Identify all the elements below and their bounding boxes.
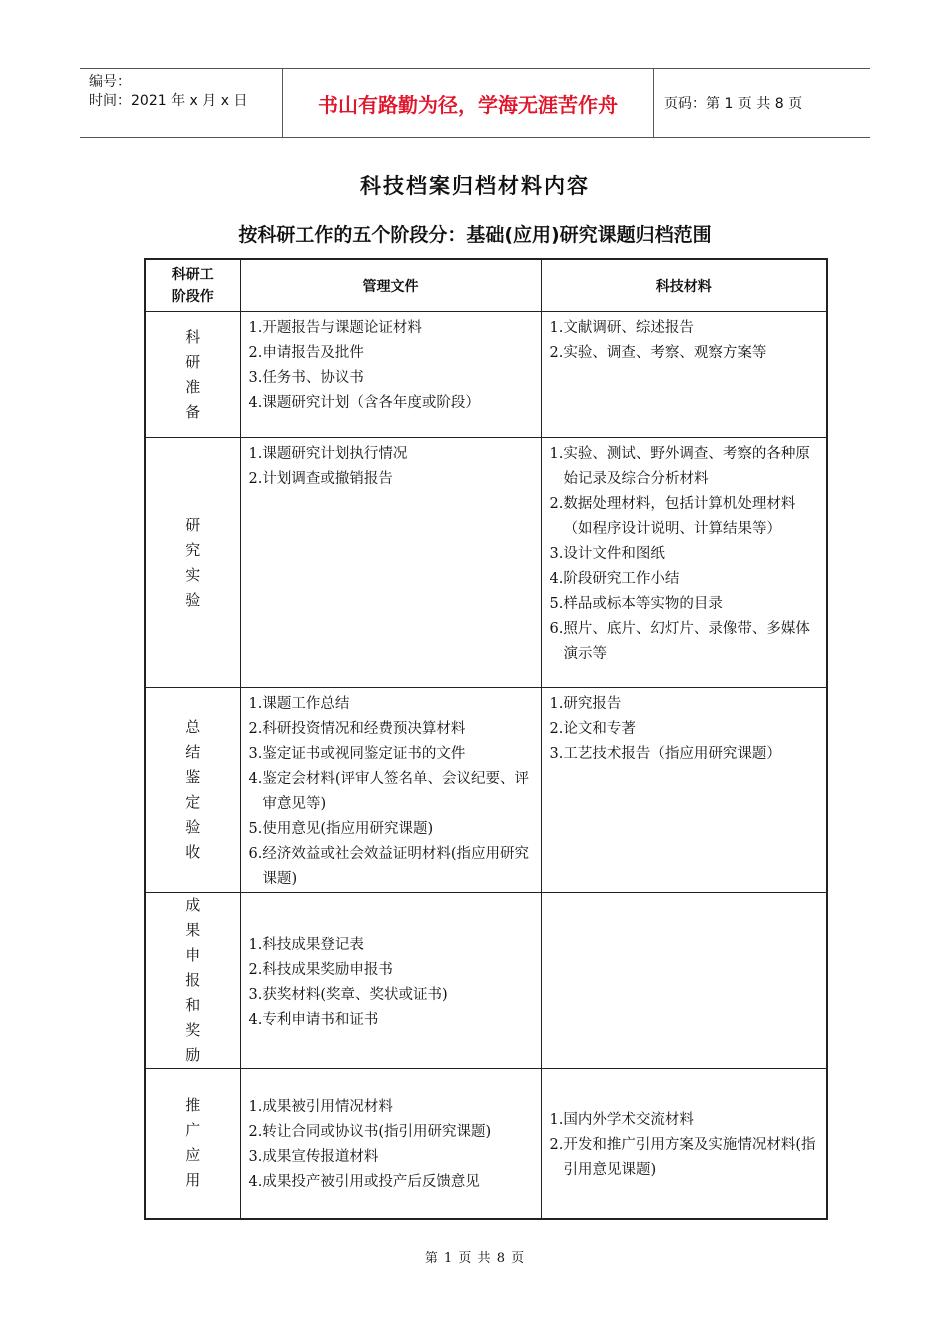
stage-cell (145, 1069, 240, 1219)
stage-char: 推 (185, 1096, 201, 1115)
time-label: 时间：2021 年 x 月 x 日 (89, 93, 248, 109)
list-item: 1.研究报告 (549, 696, 622, 712)
stage-char: 奖 (185, 1021, 201, 1039)
list-item: 3.鉴定证书或视同鉴定证书的文件 (248, 746, 466, 762)
stage-char: 实 (185, 565, 201, 584)
table-row (145, 1069, 827, 1219)
list-item: 5.样品或标本等实物的目录 (549, 596, 723, 612)
list-item: 5.使用意见(指应用研究课题) (248, 821, 434, 837)
list-item: 3.任务书、协议书 (248, 370, 364, 386)
management-column-header: 管理文件 (240, 259, 541, 312)
stage-cell (145, 312, 240, 438)
technical-list (542, 312, 827, 366)
list-item: 1.开题报告与课题论证材料 (248, 320, 422, 336)
management-list (241, 312, 541, 416)
list-item: 1.国内外学术交流材料 (549, 1111, 694, 1128)
table-row (145, 893, 827, 1069)
technical-list (542, 688, 827, 767)
stage-column-header (145, 259, 240, 312)
table-row (145, 312, 827, 438)
management-cell (240, 893, 541, 1069)
management-list (241, 929, 541, 1033)
stage-char: 应 (185, 1146, 201, 1165)
stage-char: 广 (185, 1121, 201, 1140)
list-item: 3.获奖材料(奖章、奖状或证书) (248, 986, 448, 1003)
list-item: 6.照片、底片、幻灯片、录像带、多媒体演示等 (549, 621, 810, 662)
archive-scope-table (144, 258, 828, 1220)
list-item: 1.课题研究计划执行情况 (248, 446, 408, 462)
technical-column-header: 科技材料 (541, 259, 827, 312)
stage-char: 成 (185, 896, 201, 914)
technical-list (542, 979, 827, 983)
stage-char: 果 (185, 921, 201, 939)
stage-cell (145, 893, 240, 1069)
document-subtitle: 按科研工作的五个阶段分：基础(应用)研究课题归档范围 (238, 224, 712, 246)
list-item: 4.专利申请书和证书 (248, 1011, 379, 1028)
management-list (241, 438, 541, 492)
stage-char: 定 (185, 793, 201, 811)
list-item: 2.数据处理材料，包括计算机处理材料（如程序设计说明、计算结果等） (549, 496, 796, 537)
header-page-code: 页码：第 1 页 共 8 页 (664, 96, 803, 112)
stage-char: 鉴 (185, 768, 201, 786)
management-cell (240, 1069, 541, 1219)
management-cell (240, 438, 541, 688)
stage-cell (145, 438, 240, 688)
technical-cell (541, 438, 827, 688)
stage-char: 结 (185, 743, 201, 761)
document-header (80, 68, 870, 138)
technical-list (542, 438, 827, 667)
stage-char: 研 (185, 515, 201, 534)
list-item: 3.设计文件和图纸 (549, 546, 665, 562)
technical-list (542, 1104, 827, 1183)
table-header-row (145, 259, 827, 312)
list-item: 2.实验、调查、考察、观察方案等 (549, 345, 767, 361)
list-item: 2.科技成果奖励申报书 (248, 961, 393, 978)
list-item: 1.课题工作总结 (248, 696, 350, 712)
technical-cell (541, 688, 827, 893)
stage-cell (145, 688, 240, 893)
document-title: 科技档案归档材料内容 (360, 174, 590, 198)
header-motto: 书山有路勤为径，学海无涯苦作舟 (282, 69, 654, 137)
list-item: 1.科技成果登记表 (248, 936, 364, 953)
stage-char: 收 (185, 843, 201, 861)
stage-char: 科 (185, 327, 201, 346)
stage-char: 申 (185, 946, 201, 964)
list-item: 2.申请报告及批件 (248, 345, 364, 361)
list-item: 1.实验、测试、野外调查、考察的各种原始记录及综合分析材料 (549, 446, 810, 487)
table-body (145, 312, 827, 1219)
stage-char: 和 (185, 996, 201, 1014)
table-row (145, 438, 827, 688)
list-item: 3.工艺技术报告（指应用研究课题） (549, 746, 781, 762)
list-item: 1.文献调研、综述报告 (549, 320, 694, 336)
list-item: 2.计划调查或撤销报告 (248, 471, 393, 487)
list-item: 4.鉴定会材料(评审人签名单、会议纪要、评审意见等) (248, 771, 529, 812)
stage-char: 备 (185, 402, 201, 421)
technical-cell (541, 1069, 827, 1219)
list-item: 4.课题研究计划（含各年度或阶段） (248, 395, 480, 411)
list-item: 1.成果被引用情况材料 (248, 1099, 393, 1116)
list-item: 2.开发和推广引用方案及实施情况材料(指引用意见课题) (549, 1136, 816, 1178)
list-item: 2.科研投资情况和经费预决算材料 (248, 721, 466, 737)
table-row (145, 688, 827, 893)
list-item: 2.转让合同或协议书(指引用研究课题) (248, 1124, 492, 1141)
header-meta (80, 69, 282, 137)
list-item: 2.论文和专著 (549, 721, 636, 737)
stage-char: 究 (185, 540, 201, 559)
list-item: 4.成果投产被引用或投产后反馈意见 (248, 1174, 480, 1191)
technical-cell (541, 312, 827, 438)
list-item: 6.经济效益或社会效益证明材料(指应用研究课题) (248, 846, 529, 887)
page-footer: 第 1 页 共 8 页 (424, 1251, 526, 1266)
stage-char: 励 (185, 1046, 201, 1064)
technical-cell (541, 893, 827, 1069)
stage-header-line2: 阶段作 (171, 288, 214, 305)
management-list (241, 1091, 541, 1195)
stage-char: 用 (185, 1171, 201, 1190)
stage-header-line1: 科研工 (171, 266, 214, 283)
management-cell (240, 312, 541, 438)
stage-char: 验 (185, 818, 201, 836)
list-item: 4.阶段研究工作小结 (549, 571, 680, 587)
management-list (241, 688, 541, 892)
management-cell (240, 688, 541, 893)
stage-char: 总 (185, 718, 201, 736)
stage-char: 研 (185, 352, 201, 371)
list-item: 3.成果宣传报道材料 (248, 1149, 379, 1166)
stage-char: 准 (185, 377, 201, 396)
number-label: 编号： (89, 74, 131, 90)
stage-char: 报 (185, 971, 201, 989)
stage-char: 验 (185, 590, 201, 609)
